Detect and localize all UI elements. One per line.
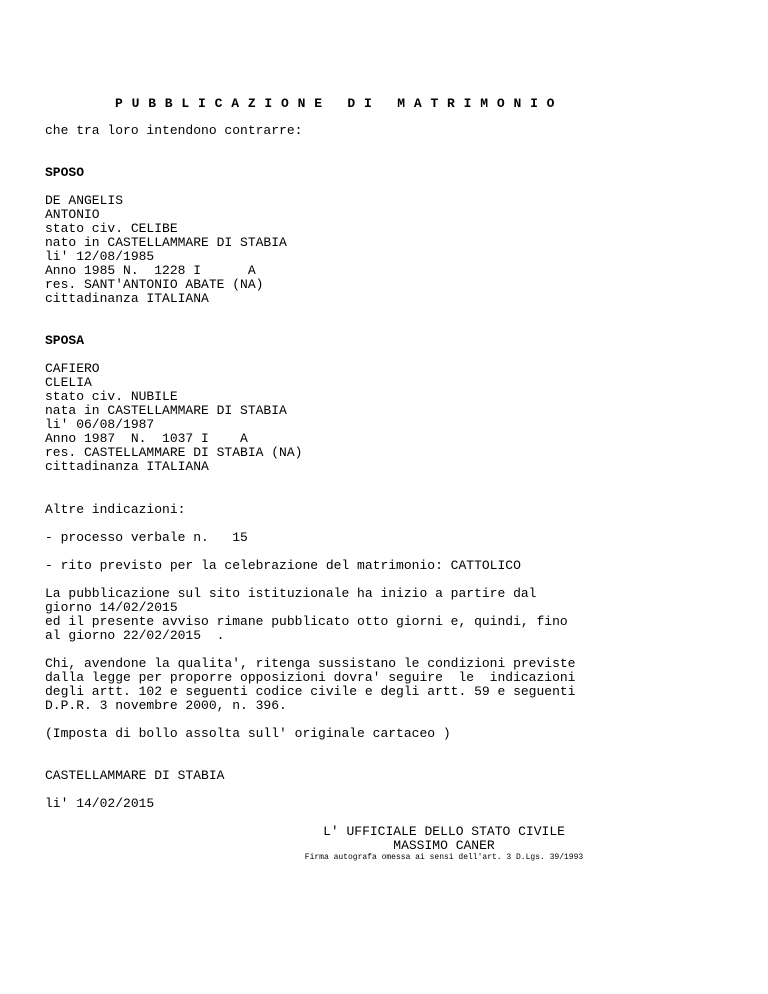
- opposition-line: dalla legge per proporre opposizioni dovra' seguire le indicazioni: [45, 670, 576, 685]
- groom-citizenship: cittadinanza ITALIANA: [45, 291, 209, 306]
- stamp-note: (Imposta di bollo assolta sull' originale cartaceo ): [45, 726, 451, 741]
- verbale-line: - processo verbale n. 15: [45, 530, 248, 545]
- bride-surname: CAFIERO: [45, 361, 100, 376]
- signature-role: L' UFFICIALE DELLO STATO CIVILE: [323, 824, 565, 839]
- publication-line: giorno 14/02/2015: [45, 600, 178, 615]
- opposition-line: degli artt. 102 e seguenti codice civile e degli artt. 59 e seguenti: [45, 684, 576, 699]
- groom-heading: SPOSO: [45, 165, 85, 180]
- rito-line: - rito previsto per la celebrazione del matrimonio: CATTOLICO: [45, 558, 521, 573]
- opposition-line: D.P.R. 3 novembre 2000, n. 396.: [45, 698, 287, 713]
- groom-civil-status: stato civ. CELIBE: [45, 221, 178, 236]
- groom-birthdate: li' 12/08/1985: [45, 249, 155, 264]
- publication-line: La pubblicazione sul sito istituzionale ha inizio a partire dal: [45, 586, 537, 601]
- bride-record: Anno 1987 N. 1037 I A: [45, 431, 248, 446]
- groom-record: Anno 1985 N. 1228 I A: [45, 263, 256, 278]
- groom-residence: res. SANT'ANTONIO ABATE (NA): [45, 277, 264, 292]
- other-heading: Altre indicazioni:: [45, 502, 186, 517]
- groom-birthplace: nato in CASTELLAMMARE DI STABIA: [45, 235, 287, 250]
- bride-residence: res. CASTELLAMMARE DI STABIA (NA): [45, 445, 303, 460]
- bride-civil-status: stato civ. NUBILE: [45, 389, 178, 404]
- groom-surname: DE ANGELIS: [45, 193, 124, 208]
- document-title: P U B B L I C A Z I O N E D I M A T R I M O N I O: [115, 96, 555, 111]
- signature-name: MASSIMO CANER: [393, 838, 495, 853]
- bride-name: CLELIA: [45, 375, 92, 390]
- publication-line: al giorno 22/02/2015 .: [45, 628, 225, 643]
- groom-name: ANTONIO: [45, 207, 100, 222]
- place: CASTELLAMMARE DI STABIA: [45, 768, 225, 783]
- bride-birthplace: nata in CASTELLAMMARE DI STABIA: [45, 403, 287, 418]
- bride-heading: SPOSA: [45, 333, 85, 348]
- intro-text: che tra loro intendono contrarre:: [45, 123, 303, 138]
- signature-note: Firma autografa omessa ai sensi dell'art. 3 D.Lgs. 39/1993: [304, 853, 584, 862]
- date: li' 14/02/2015: [45, 796, 155, 811]
- bride-birthdate: li' 06/08/1987: [45, 417, 155, 432]
- publication-line: ed il presente avviso rimane pubblicato otto giorni e, quindi, fino: [45, 614, 568, 629]
- bride-citizenship: cittadinanza ITALIANA: [45, 459, 209, 474]
- opposition-line: Chi, avendone la qualita', ritenga sussistano le condizioni previste: [45, 656, 576, 671]
